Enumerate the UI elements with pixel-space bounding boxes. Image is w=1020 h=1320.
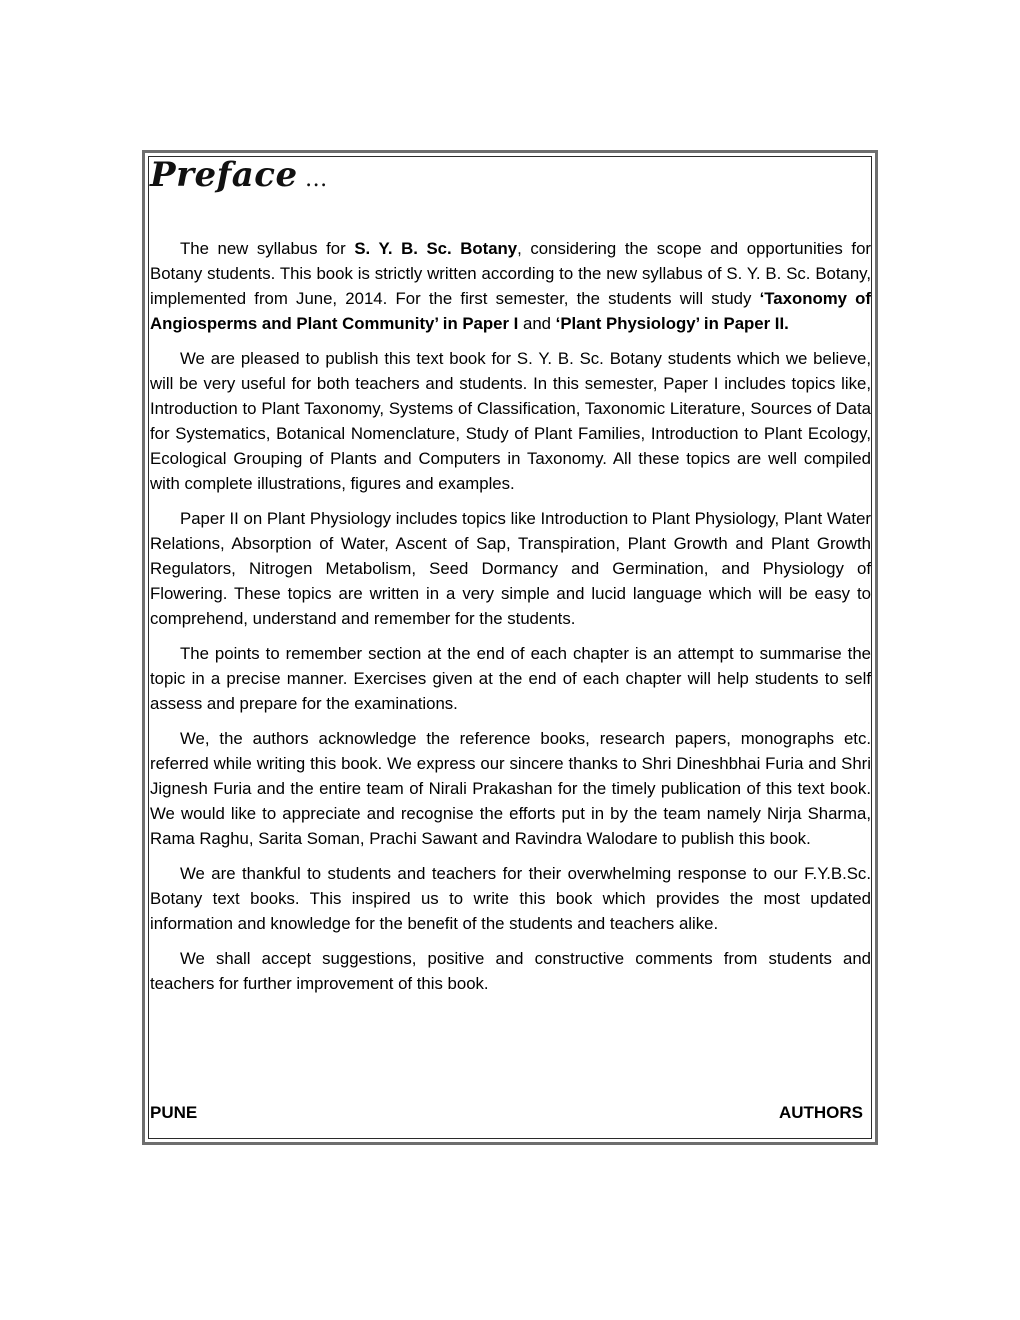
preface-body bbox=[150, 236, 871, 1006]
p1-course-name: S. Y. B. Sc. Botany bbox=[354, 239, 518, 258]
paragraph-suggestions: We shall accept suggestions, positive and constructive comments from students and teachers for further improvement of this book. bbox=[150, 949, 871, 993]
signature-footer bbox=[150, 1101, 863, 1125]
title-ellipsis: ... bbox=[297, 167, 328, 192]
title-text: Preface bbox=[150, 155, 298, 195]
p1-paper-two: ‘Plant Physiology’ in Paper II. bbox=[555, 314, 789, 333]
paragraph-paper-one-topics: We are pleased to publish this text book for S. Y. B. Sc. Botany students which we believe, will be very useful for both teachers and students. In this semester, Paper I includes topics like, Introduction to Plant Taxonomy, Systems of Classification, Taxonomic Literature, Sources of Data for Systematics, Botanical Nomenclature, Study of Plant Families, Introduction to Plant Ecology, Ecological Grouping of Plants and Computers in Taxonomy. All these topics are well compiled with complete illustrations, figures and examples. bbox=[150, 349, 871, 493]
p1-text-c: , considering the scope and opportunities for Botany students. This book is strictly written according to the new syllabus of S. Y. B. Sc. Botany, implemented from June, 2014. For the first semester, the students will study bbox=[150, 239, 871, 308]
paragraph-points-to-remember: The points to remember section at the end of each chapter is an attempt to summarise the topic in a precise manner. Exercises given at the end of each chapter will help students to self assess and prepare for the examinations. bbox=[150, 644, 871, 713]
p1-text-a: The new syllabus for bbox=[180, 239, 355, 258]
paragraph-acknowledgement: We, the authors acknowledge the reference books, research papers, monographs etc. referred while writing this book. We express our sincere thanks to Shri Dineshbhai Furia and Shri Jignesh Furia and the entire team of Nirali Prakashan for the timely publication of this text book. We would like to appreciate and recognise the efforts put in by the team namely Nirja Sharma, Rama Raghu, Sarita Soman, Prachi Sawant and Ravindra Walodare to publish this book. bbox=[150, 729, 871, 848]
paragraph-thanks: We are thankful to students and teachers for their overwhelming response to our F.Y.B.Sc. Botany text books. This inspired us to write this book which provides the most updated information and knowledge for the benefit of the students and teachers alike. bbox=[150, 864, 871, 933]
paragraph-syllabus bbox=[150, 236, 871, 336]
paragraph-paper-two-topics: Paper II on Plant Physiology includes topics like Introduction to Plant Physiology, Plant Water Relations, Absorption of Water, Ascent of Sap, Transpiration, Plant Growth and Plant Growth Regulators, Nitrogen Metabolism, Seed Dormancy and Germination, and Physiology of Flowering. These topics are written in a very simple and lucid language which will be easy to comprehend, understand and remember for the students. bbox=[150, 509, 871, 628]
p1-paper-one: ‘Taxonomy of Angiosperms and Plant Community’ in Paper I bbox=[150, 289, 871, 333]
p1-text-e: and bbox=[518, 314, 556, 333]
footer-place: PUNE bbox=[150, 1103, 198, 1122]
page-title bbox=[150, 152, 328, 203]
footer-authors: AUTHORS bbox=[778, 1103, 863, 1122]
